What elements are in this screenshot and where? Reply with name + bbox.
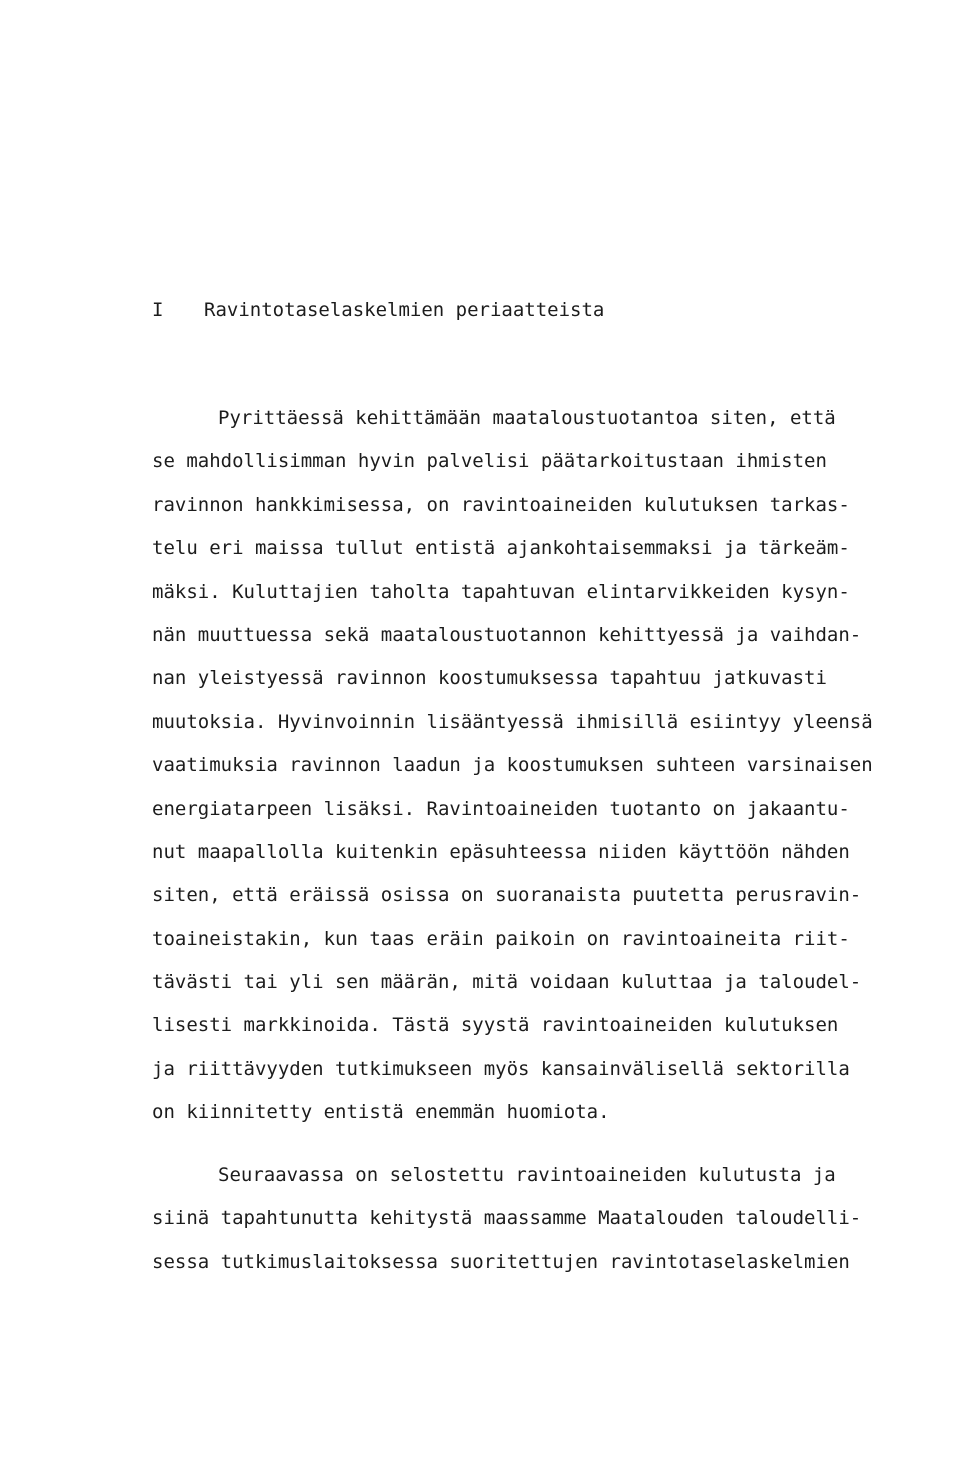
text-line: lisesti markkinoida. Tästä syystä ravintoaineiden kulutuksen (152, 1014, 839, 1037)
text-line: telu eri maissa tullut entistä ajankohtaisemmaksi ja tärkeäm- (152, 537, 850, 560)
text-line: vaatimuksia ravinnon laadun ja koostumuksen suhteen varsinaisen (152, 754, 873, 777)
paragraph-following (152, 1154, 952, 1284)
text-line: mäksi. Kuluttajien taholta tapahtuvan elintarvikkeiden kysyn- (152, 580, 850, 603)
text-line: siinä tapahtunutta kehitystä maassamme Maatalouden taloudelli- (152, 1207, 862, 1230)
text-line: on kiinnitetty entistä enemmän huomiota. (152, 1101, 610, 1124)
text-line: siten, että eräissä osissa on suoranaista puutetta perusravin- (152, 884, 862, 907)
section-heading (152, 296, 604, 324)
text-line: nut maapallolla kuitenkin epäsuhteessa niiden käyttöön nähden (152, 840, 850, 863)
paragraph-intro (152, 397, 952, 1135)
text-line: nän muuttuessa sekä maataloustuotannon kehittyessä ja vaihdan- (152, 623, 862, 646)
section-title: Ravintotaselaskelmien periaatteista (204, 299, 605, 321)
text-line: nan yleistyessä ravinnon koostumuksessa tapahtuu jatkuvasti (152, 667, 827, 690)
text-line: tävästi tai yli sen määrän, mitä voidaan kuluttaa ja taloudel- (152, 971, 862, 994)
text-line: se mahdollisimman hyvin palvelisi päätarkoitustaan ihmisten (152, 450, 827, 473)
text-line: muutoksia. Hyvinvoinnin lisääntyessä ihmisillä esiintyy yleensä (152, 710, 873, 733)
text-line: toaineistakin, kun taas eräin paikoin on ravintoaineita riit- (152, 927, 850, 950)
text-line: Pyrittäessä kehittämään maataloustuotantoa siten, että (218, 407, 836, 429)
text-line: ravinnon hankkimisessa, on ravintoaineiden kulutuksen tarkas- (152, 493, 850, 516)
section-number: I (152, 299, 164, 321)
text-line: Seuraavassa on selostettu ravintoaineiden kulutusta ja (218, 1164, 836, 1186)
text-line: ja riittävyyden tutkimukseen myös kansainvälisellä sektorilla (152, 1057, 850, 1080)
text-line: energiatarpeen lisäksi. Ravintoaineiden tuotanto on jakaantu- (152, 797, 850, 820)
text-line: sessa tutkimuslaitoksessa suoritettujen ravintotaselaskelmien (152, 1250, 850, 1273)
